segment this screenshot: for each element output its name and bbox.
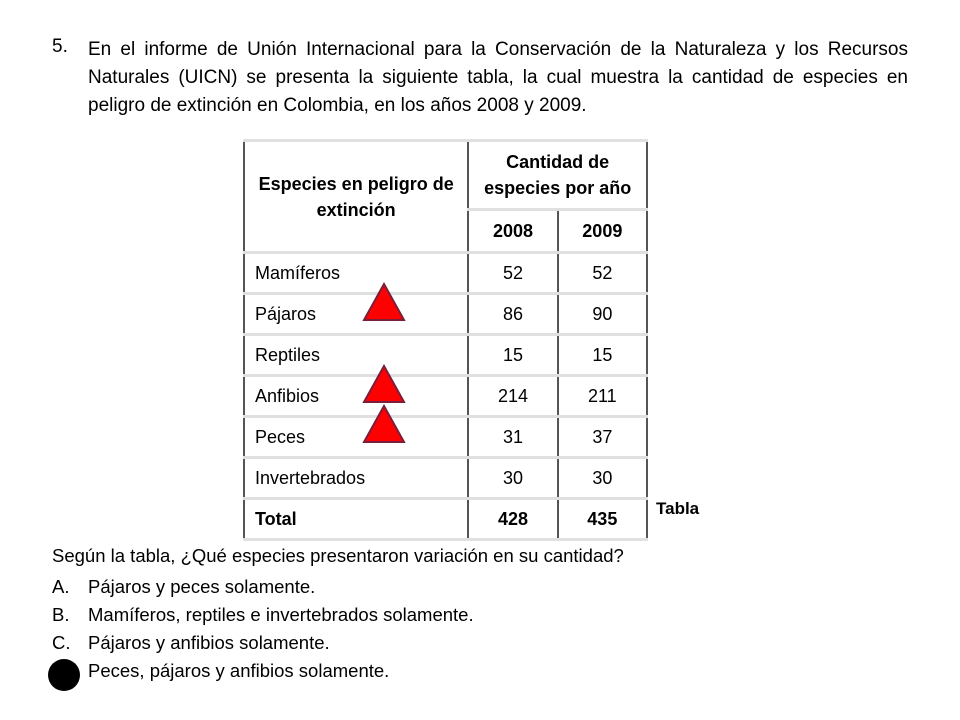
table-row xyxy=(244,417,647,458)
value-2008: 30 xyxy=(468,458,557,499)
value-2008: 86 xyxy=(468,294,557,335)
header-species: Especies en peligro de extinción xyxy=(244,141,468,253)
value-2008: 31 xyxy=(468,417,557,458)
triangle-marker-icon xyxy=(362,404,406,444)
species-name: Anfibios xyxy=(244,376,468,417)
header-quantity: Cantidad de especies por año xyxy=(468,141,647,210)
species-name: Peces xyxy=(244,417,468,458)
header-year-2009: 2009 xyxy=(558,210,647,253)
selected-answer-dot-icon xyxy=(48,659,80,691)
option-letter: A. xyxy=(52,576,70,597)
value-2009: 52 xyxy=(558,253,647,294)
option-text: Pájaros y peces solamente. xyxy=(88,576,316,597)
header-year-2008: 2008 xyxy=(468,210,557,253)
option-b[interactable] xyxy=(52,601,474,629)
total-2009: 435 xyxy=(558,499,647,540)
table-row xyxy=(244,335,647,376)
value-2009: 90 xyxy=(558,294,647,335)
table-total-row xyxy=(244,499,647,540)
species-table xyxy=(243,139,648,541)
table-row xyxy=(244,294,647,335)
table-header-row xyxy=(244,141,647,210)
table-row xyxy=(244,376,647,417)
answer-prompt: Según la tabla, ¿Qué especies presentaron variación en su cantidad? xyxy=(52,545,624,566)
value-2009: 211 xyxy=(558,376,647,417)
table-caption: Tabla xyxy=(656,499,700,518)
triangle-marker-icon xyxy=(362,364,406,404)
triangle-marker-icon xyxy=(362,282,406,322)
value-2009: 37 xyxy=(558,417,647,458)
value-2009: 30 xyxy=(558,458,647,499)
species-name: Invertebrados xyxy=(244,458,468,499)
option-a[interactable] xyxy=(52,573,474,601)
answer-options xyxy=(52,573,474,685)
option-letter: B. xyxy=(52,604,70,625)
table-row xyxy=(244,253,647,294)
species-name: Reptiles xyxy=(244,335,468,376)
value-2008: 15 xyxy=(468,335,557,376)
option-d[interactable] xyxy=(52,657,474,685)
value-2009: 15 xyxy=(558,335,647,376)
total-label: Total xyxy=(244,499,468,540)
value-2008: 214 xyxy=(468,376,557,417)
option-text: Pájaros y anfibios solamente. xyxy=(88,632,330,653)
question-text: En el informe de Unión Internacional para la Conservación de la Naturaleza y los Recursos Naturales (UICN) se presenta la siguiente tabla, la cual muestra la cantidad de especies en peligro de extinción en Colombia, en los años 2008 y 2009. xyxy=(88,39,908,116)
option-letter: C. xyxy=(52,632,71,653)
value-2008: 52 xyxy=(468,253,557,294)
species-name: Mamíferos xyxy=(244,253,468,294)
option-c[interactable] xyxy=(52,629,474,657)
option-text: Mamíferos, reptiles e invertebrados solamente. xyxy=(88,604,474,625)
question-number: 5. xyxy=(52,36,68,57)
table-row xyxy=(244,458,647,499)
total-2008: 428 xyxy=(468,499,557,540)
species-name: Pájaros xyxy=(244,294,468,335)
option-text: Peces, pájaros y anfibios solamente. xyxy=(88,660,390,681)
